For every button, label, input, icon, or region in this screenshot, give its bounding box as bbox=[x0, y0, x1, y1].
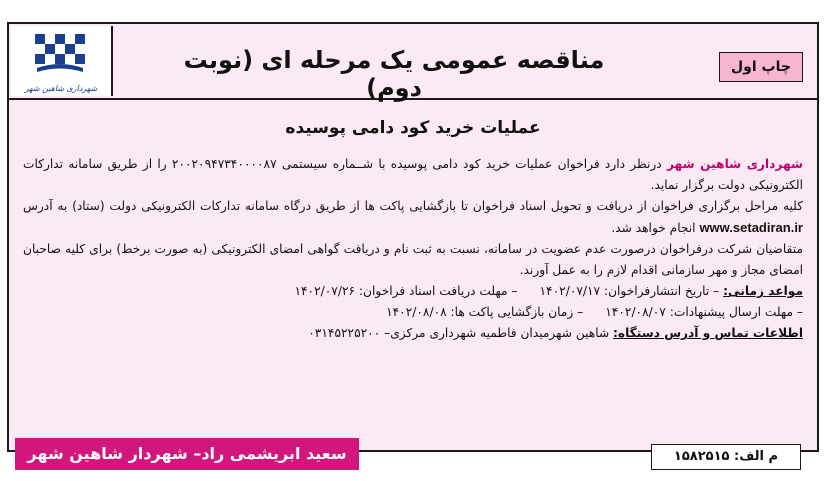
submit-deadline: – مهلت ارسال پیشنهادات: ۱۴۰۲/۰۸/۰۷ bbox=[605, 305, 803, 319]
paragraph-requirements: متقاضیان شرکت درفراخوان درصورت عدم عضویت در سامانه، نسبت به ثبت نام و دریافت گواهی امضای الکترونیکی (به صورت برخط) برای کلیه صاحبان امضای مجاز و مهر سازمانی اقدام لازم را به عمل آورند. bbox=[23, 242, 803, 277]
paragraph-intro bbox=[23, 154, 803, 196]
schedule-label: مواعد زمانی: bbox=[723, 284, 803, 298]
schedule-row-2 bbox=[23, 302, 803, 323]
mayor-signature: سعید ابریشمی راد– شهردار شاهین شهر bbox=[15, 438, 359, 470]
contact-label: اطلاعات تماس و آدرس دستگاه: bbox=[613, 326, 803, 340]
opening-date: – زمان بازگشایی پاکت ها: ۱۴۰۲/۰۸/۰۸ bbox=[386, 305, 584, 319]
municipality-name: شهرداری شاهین شهر bbox=[666, 157, 803, 171]
municipality-logo bbox=[11, 26, 113, 96]
notice-body bbox=[23, 154, 803, 344]
notice-subtitle: عملیات خرید کود دامی پوسیده bbox=[285, 118, 541, 138]
logo-emblem-icon bbox=[31, 30, 89, 76]
intro-text: درنظر دارد فراخوان عملیات خرید کود دامی پوسیده با شــماره سیستمی ۲۰۰۲۰۹۴۷۳۴۰۰۰۰۸۷ را از طریق سامانه تدارکات الکترونیکی دولت برگزار نماید. bbox=[23, 157, 803, 192]
contact-row bbox=[23, 323, 803, 344]
contact-value: شاهین شهرمیدان فاطمیه شهرداری مرکزی– ۰۳۱۴۵۲۲۵۲۰۰ bbox=[308, 326, 614, 340]
setad-link[interactable]: www.setadiran.ir bbox=[699, 220, 803, 235]
notice-frame bbox=[7, 22, 819, 464]
docs-deadline: – مهلت دریافت اسناد فراخوان: ۱۴۰۲/۰۷/۲۶ bbox=[294, 284, 518, 298]
schedule-row-1 bbox=[23, 281, 803, 302]
logo-caption: شهرداری شاهین شهر bbox=[24, 84, 98, 93]
process-tail: انجام خواهد شد. bbox=[611, 221, 700, 235]
notice-title: مناقصه عمومی یک مرحله ای (نوبت دوم) bbox=[183, 46, 605, 102]
publish-date: – تاریخ انتشارفراخوان: ۱۴۰۲/۰۷/۱۷ bbox=[539, 284, 720, 298]
process-text: کلیه مراحل برگزاری فراخوان از دریافت و تحویل اسناد فراخوان تا بازگشایی پاکت ها از طریق درگاه سامانه تدارکات الکترونیکی دولت (ستاد) به آدرس bbox=[23, 199, 803, 213]
notice-header bbox=[9, 24, 817, 100]
reference-code: م الف: ۱۵۸۲۵۱۵ bbox=[651, 444, 801, 470]
paragraph-process bbox=[23, 196, 803, 239]
print-badge: چاپ اول bbox=[719, 52, 803, 82]
